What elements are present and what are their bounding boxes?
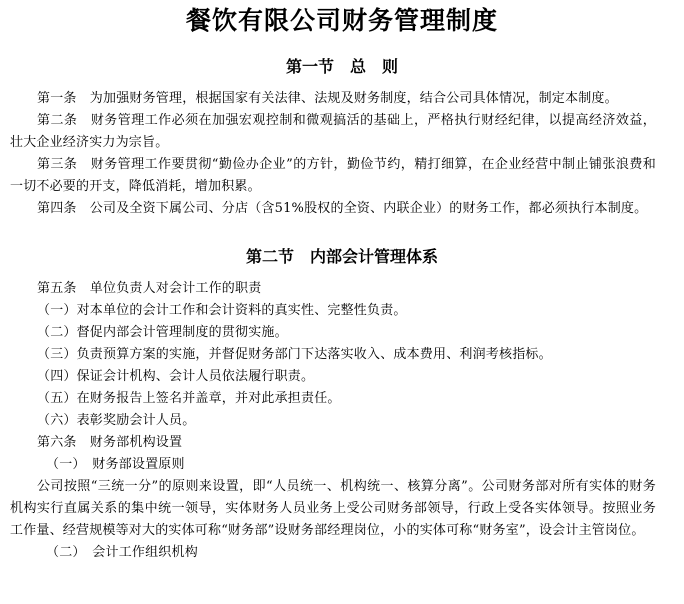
section-1-body	[10, 88, 656, 220]
section-heading-2: 第二节 内部会计管理体系	[245, 247, 438, 266]
list-item: （二）督促内部会计管理制度的贯彻实施。	[37, 325, 288, 340]
list-item: （五）在财务报告上签名并盖章，并对此承担责任。	[37, 391, 341, 406]
article-6: 第六条 财务部机构设置	[37, 435, 183, 450]
section-heading-1: 第一节 总 则	[285, 57, 398, 76]
list-item: （一）对本单位的会计工作和会计资料的真实性、完整性负责。	[37, 303, 407, 318]
list-item: （六）表彰奖励会计人员。	[37, 413, 196, 428]
sub-1-paragraph: 公司按照“三统一分”的原则来设置，即“人员统一、机构统一、核算分离”。公司财务部对所有实体的财务机构实行直属关系的集中统一领导，实体财务人员业务上受公司财务部领导，行政上受各实体领导。按照业务工作量、经营规模等对大的实体可称“财务部”设财务部经理岗位，小的实体可称“财务室”，设会计主管岗位。	[10, 479, 656, 538]
article-5: 第五条 单位负责人对会计工作的职责	[37, 281, 262, 296]
article-4: 第四条 公司及全资下属公司、分店（含51%股权的全资、内联企业）的财务工作，都必须执行本制度。	[37, 201, 648, 216]
article-1: 第一条 为加强财务管理，根据国家有关法律、法规及财务制度，结合公司具体情况，制定本制度。	[37, 91, 618, 106]
document-title: 餐饮有限公司财务管理制度	[185, 6, 498, 35]
sub-heading-2: （二） 会计工作组织机构	[46, 545, 198, 560]
article-3: 第三条 财务管理工作要贯彻“勤俭办企业”的方针，勤俭节约，精打细算，在企业经营中制止铺张浪费和一切不必要的开支，降低消耗，增加积累。	[10, 157, 656, 194]
list-item: （四）保证会计机构、会计人员依法履行职责。	[37, 369, 315, 384]
article-2: 第二条 财务管理工作必须在加强宏观控制和微观搞活的基础上，严格执行财经纪律，以提高经济效益，壮大企业经济实力为宗旨。	[10, 113, 656, 150]
sub-heading-1: （一） 财务部设置原则	[46, 457, 185, 472]
list-item: （三）负责预算方案的实施，并督促财务部门下达落实收入、成本费用、利润考核指标。	[37, 347, 552, 362]
section-2-body	[10, 278, 656, 564]
